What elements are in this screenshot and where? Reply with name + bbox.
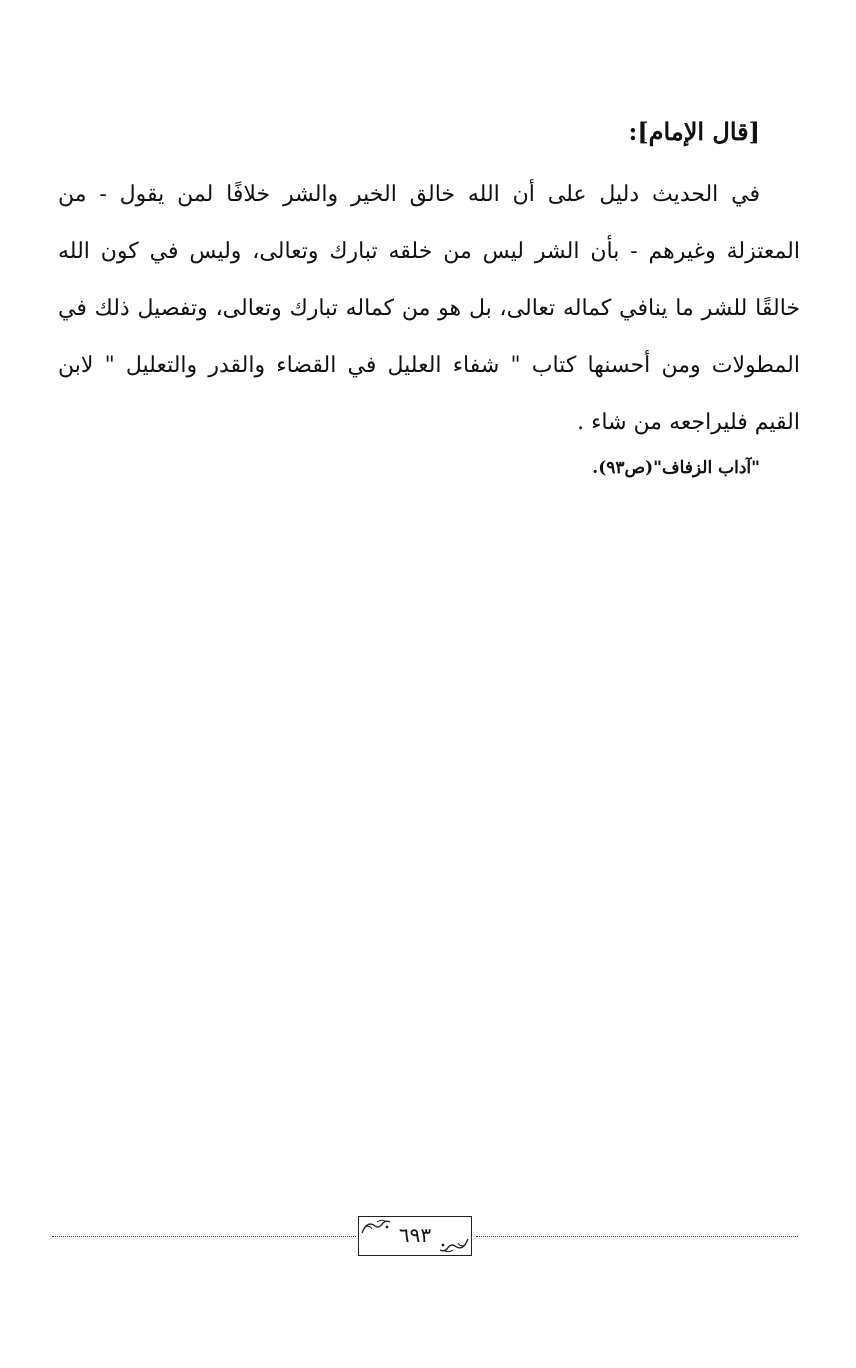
source-citation: "آداب الزفاف"(ص٩٣). — [592, 458, 760, 478]
body-paragraph: في الحديث دليل على أن الله خالق الخير والشر خلافًا لمن يقول - من المعتزلة وغيرهم - بأن الشر ليس من خلقه تبارك وتعالى، وليس في كون الله خالقًا للشر ما ينافي كماله تعالى، بل هو من كماله تبارك وتعالى، وتفصيل ذلك في المطولات ومن أحسنها كتاب " شفاء العليل في القضاء والقدر والتعليل " لابن القيم فليراجعه من شاء . — [58, 182, 800, 435]
footer-rule-right — [476, 1236, 798, 1237]
page-content — [58, 112, 800, 483]
footer-rule-left — [52, 1236, 356, 1237]
section-heading: [قال الإمام]: — [628, 117, 760, 146]
page-number: ٦٩٣ — [398, 1223, 432, 1247]
page-number-box — [358, 1216, 472, 1256]
corner-ornament-icon — [361, 1218, 391, 1236]
corner-ornament-icon — [439, 1236, 469, 1254]
